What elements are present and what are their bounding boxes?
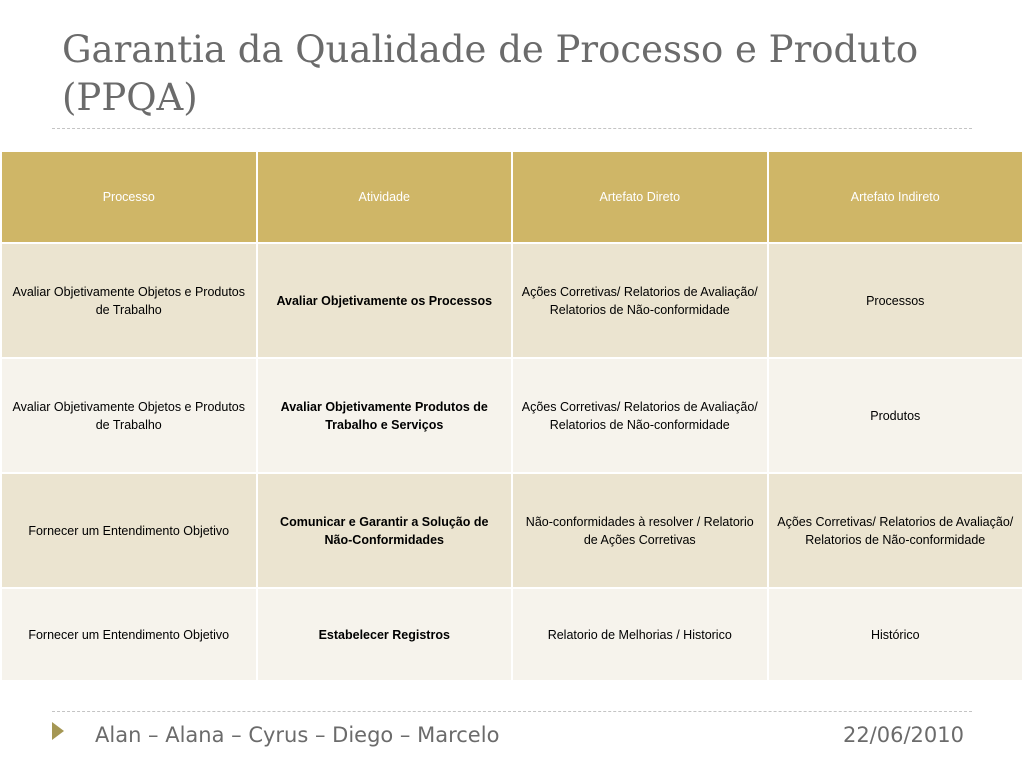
footer-date: 22/06/2010 bbox=[842, 723, 964, 747]
table-row bbox=[1, 588, 1023, 681]
cell-artefato-direto: Ações Corretivas/ Relatorios de Avaliação/ Relatorios de Não-conformidade bbox=[512, 358, 768, 473]
slide-title: Garantia da Qualidade de Processo e Produto (PPQA) bbox=[62, 28, 919, 119]
cell-artefato-indireto: Ações Corretivas/ Relatorios de Avaliação/ Relatorios de Não-conformidade bbox=[768, 473, 1024, 588]
header-artefato-indireto: Artefato Indireto bbox=[768, 151, 1024, 243]
cell-artefato-direto: Relatorio de Melhorias / Historico bbox=[512, 588, 768, 681]
table-row bbox=[1, 358, 1023, 473]
cell-processo: Avaliar Objetivamente Objetos e Produtos de Trabalho bbox=[1, 358, 257, 473]
table-header-row bbox=[1, 151, 1023, 243]
cell-atividade: Avaliar Objetivamente os Processos bbox=[257, 243, 513, 358]
header-atividade: Atividade bbox=[257, 151, 513, 243]
title-divider bbox=[52, 128, 972, 129]
cell-atividade: Avaliar Objetivamente Produtos de Trabalho e Serviços bbox=[257, 358, 513, 473]
cell-artefato-indireto: Produtos bbox=[768, 358, 1024, 473]
cell-artefato-direto: Ações Corretivas/ Relatorios de Avaliação/ Relatorios de Não-conformidade bbox=[512, 243, 768, 358]
cell-atividade: Comunicar e Garantir a Solução de Não-Conformidades bbox=[257, 473, 513, 588]
cell-artefato-direto: Não-conformidades à resolver / Relatorio de Ações Corretivas bbox=[512, 473, 768, 588]
header-processo: Processo bbox=[1, 151, 257, 243]
cell-processo: Fornecer um Entendimento Objetivo bbox=[1, 473, 257, 588]
footer-authors: Alan – Alana – Cyrus – Diego – Marcelo bbox=[95, 723, 500, 747]
table-row bbox=[1, 243, 1023, 358]
header-artefato-direto: Artefato Direto bbox=[512, 151, 768, 243]
cell-processo: Fornecer um Entendimento Objetivo bbox=[1, 588, 257, 681]
cell-atividade: Estabelecer Registros bbox=[257, 588, 513, 681]
table-row bbox=[1, 473, 1023, 588]
cell-processo: Avaliar Objetivamente Objetos e Produtos de Trabalho bbox=[1, 243, 257, 358]
triangle-right-icon bbox=[52, 722, 64, 740]
cell-artefato-indireto: Histórico bbox=[768, 588, 1024, 681]
ppqa-table bbox=[0, 150, 1024, 682]
cell-artefato-indireto: Processos bbox=[768, 243, 1024, 358]
footer-divider bbox=[52, 711, 972, 712]
